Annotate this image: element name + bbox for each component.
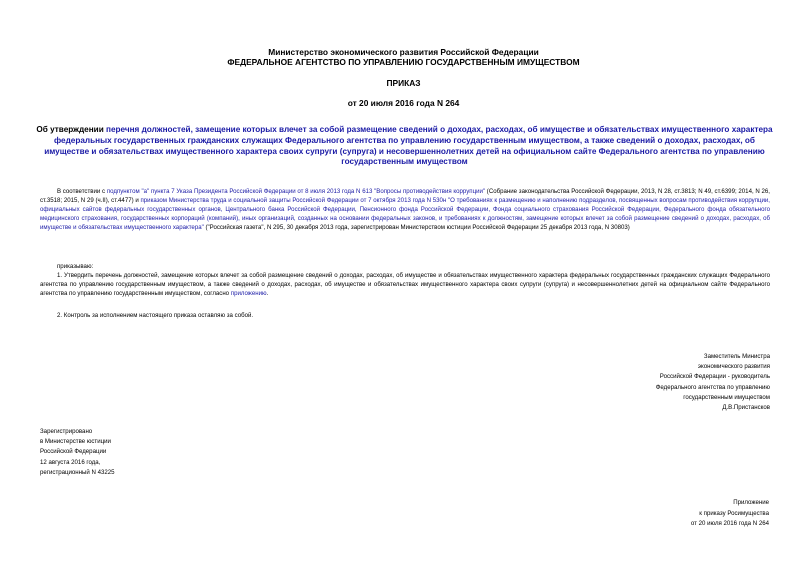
registration-line: Российской Федерации: [40, 448, 107, 456]
registration-line: в Министерстве юстиции: [40, 438, 111, 446]
appendix-block: [589, 498, 769, 530]
appendix-line: к приказу Росимущества: [699, 509, 769, 517]
appendix-link[interactable]: приложению: [230, 290, 267, 297]
signature-line: Федерального агентства по управлению: [655, 383, 770, 391]
appendix-line: от 20 июля 2016 года N 264: [690, 520, 769, 528]
item-1-end: .: [266, 290, 269, 297]
item-1-text: 1. Утвердить перечень должностей, замещение которых влечет за собой размещение сведений о доходах, расходах, об имуществе и обязательствах имущественного характера федеральных государственных гражданских служащих Федерального агентства по управлению государственным имуществом, а также сведений о доходах, расходах, об имуществе и обязательствах имущественного характера своих супруги (супруга) и несовершеннолетних детей на официальном сайте Федерального агентства по управлению государственным имуществом, согласно: [40, 272, 770, 297]
decree-link[interactable]: подпунктом "а" пункта 7 Указа Президента Российской Федерации от 8 июля 2013 года N 613 "Вопросы противодействия коррупции": [106, 188, 486, 195]
signature-line: Д.В.Пристансков: [722, 404, 770, 412]
document-title: [32, 125, 777, 168]
registration-line: 12 августа 2016 года,: [40, 458, 101, 466]
ministry-name: Министерство экономического развития Российской Федерации: [268, 47, 539, 57]
registration-line: Зарегистрировано: [40, 428, 93, 435]
signature-block: [590, 352, 770, 413]
signature-line: Российской Федерации - руководитель: [659, 373, 770, 381]
title-prefix: Об утверждении: [36, 125, 106, 134]
order-word: приказываю:: [57, 263, 94, 270]
registration-block: [40, 427, 115, 478]
registration-line: регистрационный N 43225: [40, 468, 115, 476]
preamble-text-2: (Собрание законодательства Российской Федерации, 2013, N 28, ст.3813; N 49, ст.6399; 2014, N 26, ст.3518; 2015, N 29 (ч.II), ст.4477) и: [40, 188, 770, 204]
document-type: ПРИКАЗ: [386, 78, 421, 88]
ministry-order-link[interactable]: приказом Министерства труда и социальной защиты Российской Федерации от 7 октября 2013 года N 530н "О требованиях к размещению и наполнению подразделов, посвященных вопросам противодействия коррупции, официальных сайтов федеральных государственных органов, Центрального банка Российской Федерации, Пенсионного фонда Российской Федерации, Фонда социального страхования Российской Федерации, Федерального фонда обязательного медицинского страхования, государственных корпораций (компаний), иных организаций, созданных на основании федеральных законов, и требованиях к должностям, замещение которых влечет за собой размещение сведений о доходах, расходах, об имуществе и обязательствах имущественного характера": [40, 197, 770, 231]
order-item-2: 2. Контроль за исполнением настоящего приказа оставляю за собой.: [57, 312, 254, 319]
preamble-paragraph: [40, 187, 770, 232]
title-link[interactable]: перечня должностей, замещение которых влечет за собой размещение сведений о доходах, расходах, об имуществе и обязательствах имущественного характера федеральных государственных гражданских служащих Федерального агентства по управлению государственным имуществом, а также сведений о доходах, расходах, об имуществе и обязательствах имущественного характера своих супруги (супруга) и несовершеннолетних детей на официальном сайте Федерального агентства по управлению государственным имуществом: [44, 125, 773, 167]
signature-line: экономического развития: [697, 363, 770, 371]
appendix-line: Приложение: [733, 499, 769, 506]
document-date: от 20 июля 2016 года N 264: [347, 98, 460, 108]
agency-name: ФЕДЕРАЛЬНОЕ АГЕНТСТВО ПО УПРАВЛЕНИЮ ГОСУДАРСТВЕННЫМ ИМУЩЕСТВОМ: [227, 57, 580, 67]
order-item-1: [40, 271, 770, 298]
signature-line: государственным имуществом: [683, 393, 770, 401]
preamble-text-3: ("Российская газета", N 295, 30 декабря 2013 года, зарегистрирован Министерством юстиции Российской Федерации 25 декабря 2013 года, N 30803): [203, 224, 630, 231]
preamble-text-1: В соответствии с: [57, 188, 107, 195]
signature-line: Заместитель Министра: [703, 353, 770, 360]
